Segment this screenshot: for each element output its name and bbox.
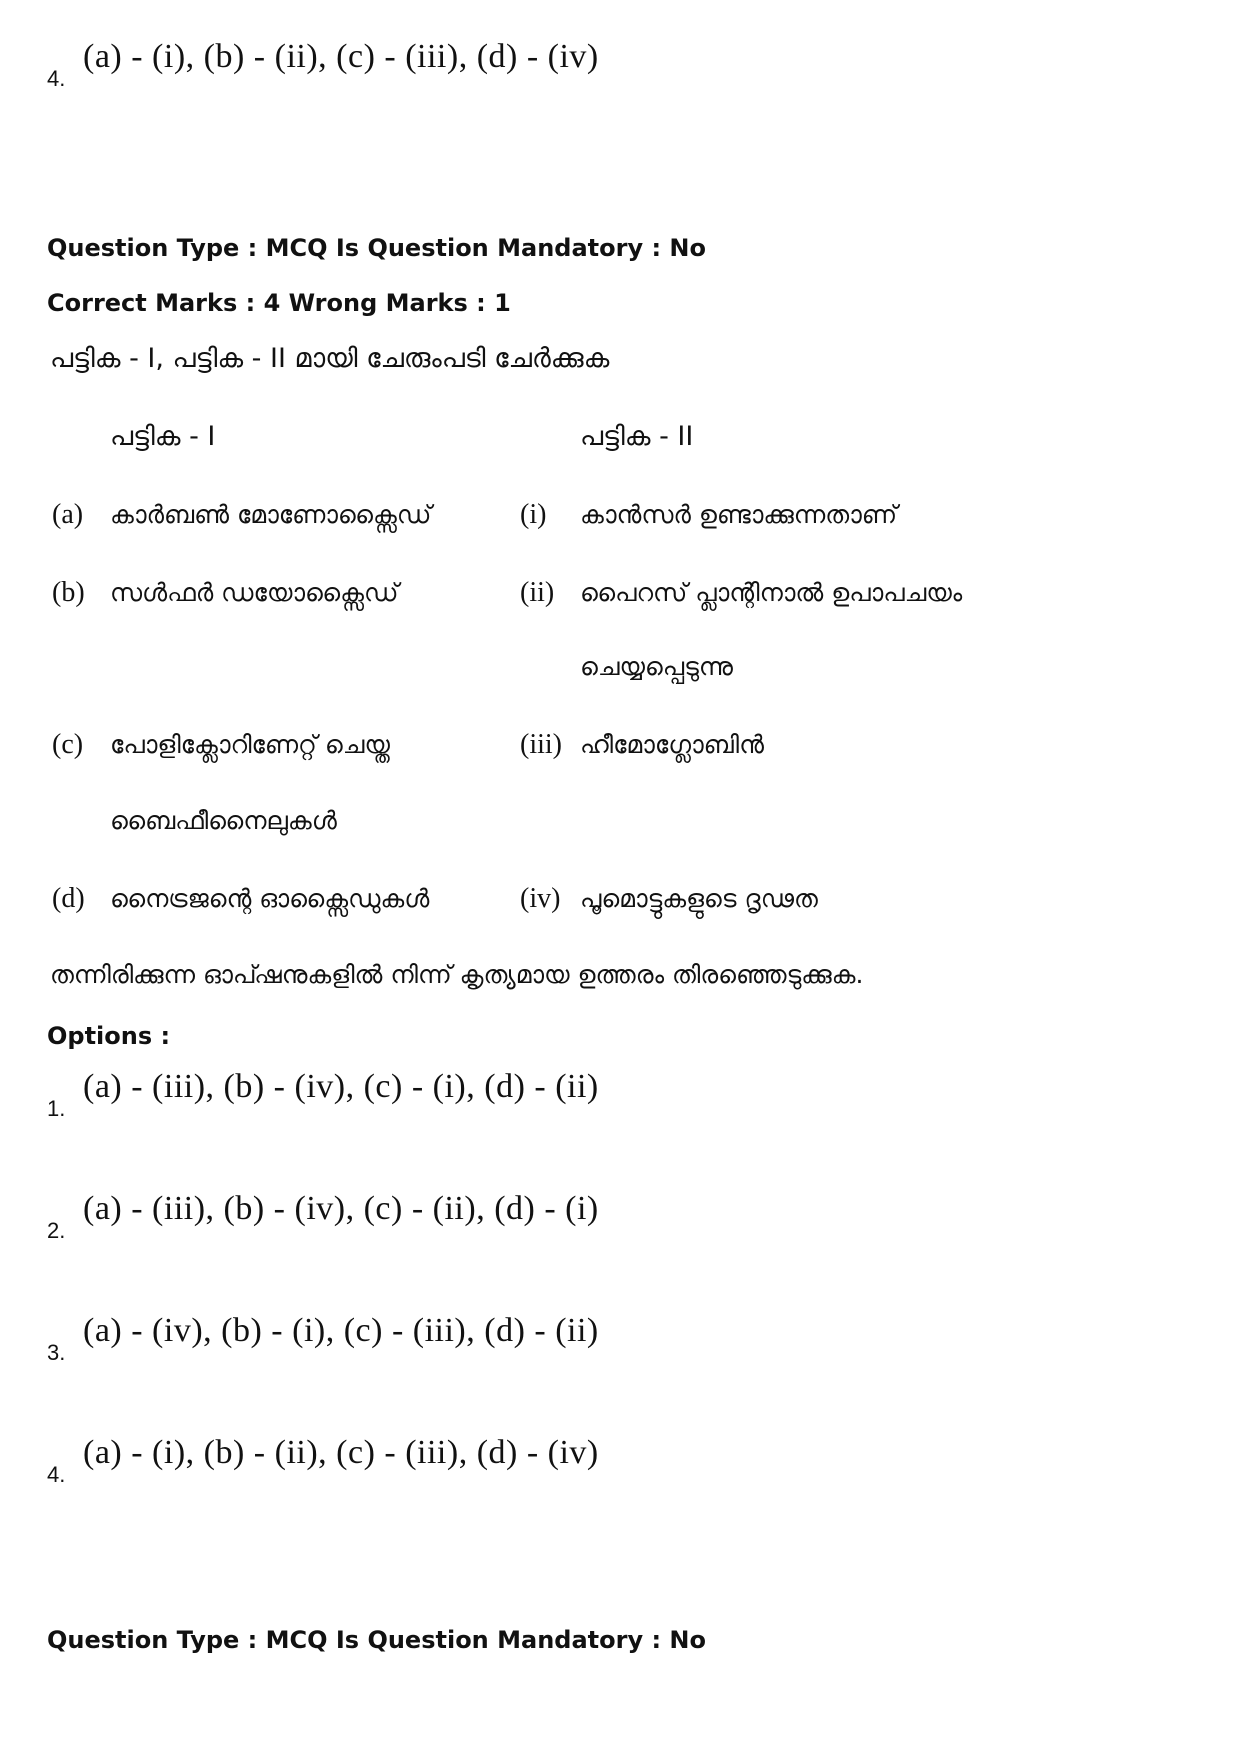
question-type-line: Question Type : MCQ Is Question Mandatory : No xyxy=(47,234,706,262)
option-text[interactable]: (a) - (iv), (b) - (i), (c) - (iii), (d) - (ii) xyxy=(83,1312,599,1349)
option-number: 1. xyxy=(47,1096,66,1121)
choose-instruction: തന്നിരിക്കുന്ന ഓപ്ഷനുകളിൽ നിന്ന് കൃത്യമായ ഉത്തരം തിരഞ്ഞെടുക്കുക. xyxy=(50,960,864,989)
prev-option-number: 4. xyxy=(47,66,66,91)
marks-line: Correct Marks : 4 Wrong Marks : 1 xyxy=(47,289,511,317)
list-ii-item: കാൻസർ ഉണ്ടാക്കുന്നതാണ് xyxy=(580,500,898,529)
list-ii-label: (iv) xyxy=(520,883,561,914)
list-i-item: കാർബൺ മോണോക്സൈഡ് xyxy=(110,500,432,529)
option-text[interactable]: (a) - (iii), (b) - (iv), (c) - (i), (d) - (ii) xyxy=(83,1068,599,1105)
list-i-label: (d) xyxy=(52,883,85,914)
list-ii-label: (i) xyxy=(520,499,547,530)
list-ii-label: (ii) xyxy=(520,577,555,608)
option-number: 3. xyxy=(47,1340,66,1365)
list-i-label: (b) xyxy=(52,577,85,608)
prev-option-text: (a) - (i), (b) - (ii), (c) - (iii), (d) - (iv) xyxy=(83,38,599,75)
list-ii-item: ഹീമോഗ്ലോബിൻ xyxy=(580,730,764,759)
list-ii-item: പൈറസ് പ്ലാന്റിനാൽ ഉപാപചയം xyxy=(580,578,963,607)
list-ii-item-continuation: ചെയ്യപ്പെടുന്നു xyxy=(580,652,733,681)
next-question-type-line: Question Type : MCQ Is Question Mandatory : No xyxy=(47,1626,706,1654)
option-number: 4. xyxy=(47,1462,66,1487)
list-i-header: പട്ടിക - I xyxy=(110,421,216,452)
list-i-item: സൾഫർ ഡയോക്സൈഡ് xyxy=(110,578,399,607)
list-i-item-continuation: ബൈഫീനൈലുകൾ xyxy=(110,806,337,835)
list-i-label: (a) xyxy=(52,499,84,530)
question-instruction: പട്ടിക - I, പട്ടിക - II മായി ചേരുംപടി ചേർക്കുക xyxy=(50,343,610,374)
list-ii-header: പട്ടിക - II xyxy=(580,421,694,452)
option-number: 2. xyxy=(47,1218,66,1243)
list-ii-label: (iii) xyxy=(520,729,562,760)
option-text[interactable]: (a) - (i), (b) - (ii), (c) - (iii), (d) - (iv) xyxy=(83,1434,599,1471)
list-ii-item: പൂമൊട്ടുകളുടെ ദൃഢത xyxy=(580,884,818,913)
option-text[interactable]: (a) - (iii), (b) - (iv), (c) - (ii), (d) - (i) xyxy=(83,1190,599,1227)
options-label: Options : xyxy=(47,1022,171,1050)
list-i-label: (c) xyxy=(52,729,84,760)
list-i-item: പോളിക്ലോറിണേറ്റ് ചെയ്ത xyxy=(110,730,390,759)
list-i-item: നൈട്രജന്റെ ഓക്സൈഡുകൾ xyxy=(110,884,430,913)
